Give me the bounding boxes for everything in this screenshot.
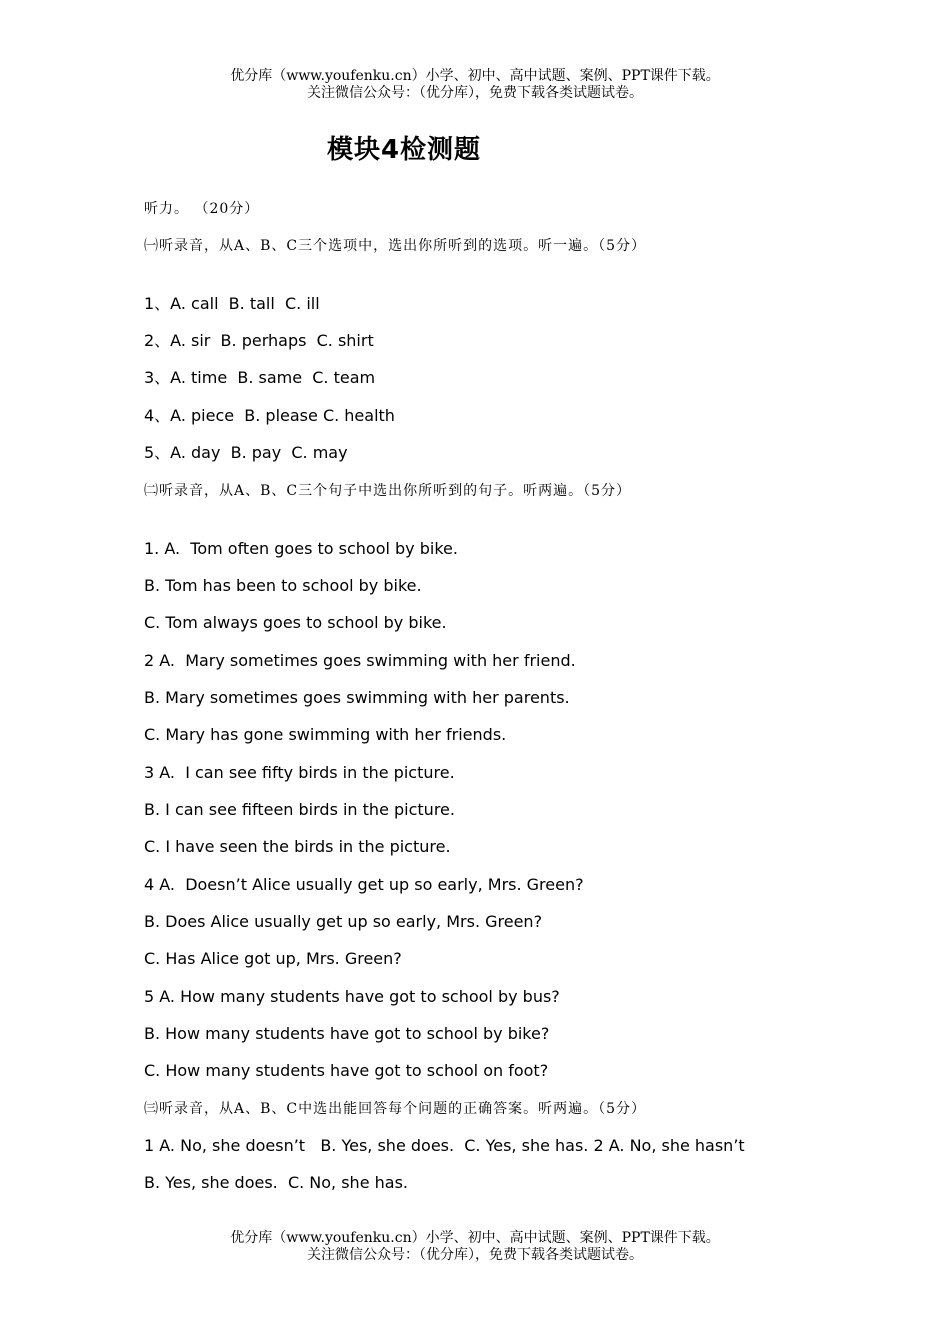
part2-line: 3 A. I can see fifty birds in the picture. xyxy=(144,763,455,782)
part2-line: B. Tom has been to school by bike. xyxy=(144,576,422,595)
header-line-1: 优分库（www.youfenku.cn）小学、初中、高中试题、案例、PPT课件下载。 xyxy=(230,68,720,84)
part3-instruction: ㈢听录音，从A、B、C中选出能回答每个问题的正确答案。听两遍。（5分） xyxy=(144,1101,647,1117)
page-header xyxy=(0,68,950,102)
header-line-2: 关注微信公众号：（优分库），免费下载各类试题试卷。 xyxy=(307,85,643,101)
part2-line: 5 A. How many students have got to school by bus? xyxy=(144,987,560,1006)
part3-line: B. Yes, she does. C. No, she has. xyxy=(144,1173,408,1192)
part2-instruction: ㈡听录音，从A、B、C三个句子中选出你所听到的句子。听两遍。（5分） xyxy=(144,483,632,499)
part1-item: 2、A. sir B. perhaps C. shirt xyxy=(144,331,374,350)
footer-line-2: 关注微信公众号：（优分库），免费下载各类试题试卷。 xyxy=(307,1247,643,1263)
document-title: 模块4检测题 xyxy=(326,135,482,165)
part2-line: C. How many students have got to school on foot? xyxy=(144,1061,549,1080)
part2-line: B. Mary sometimes goes swimming with her parents. xyxy=(144,688,570,707)
part1-item: 1、A. call B. tall C. ill xyxy=(144,294,320,313)
part2-line: C. Has Alice got up, Mrs. Green? xyxy=(144,949,402,968)
part2-line: 4 A. Doesn’t Alice usually get up so early, Mrs. Green? xyxy=(144,875,584,894)
part2-line: C. Mary has gone swimming with her friends. xyxy=(144,725,507,744)
part3-line: 1 A. No, she doesn’t B. Yes, she does. C. Yes, she has. 2 A. No, she hasn’t xyxy=(144,1136,745,1155)
part2-line: B. I can see fifteen birds in the picture. xyxy=(144,800,455,819)
part1-item: 4、A. piece B. please C. health xyxy=(144,406,395,425)
part2-line: B. Does Alice usually get up so early, Mrs. Green? xyxy=(144,912,543,931)
part2-line: 2 A. Mary sometimes goes swimming with her friend. xyxy=(144,651,576,670)
part2-line: C. I have seen the birds in the picture. xyxy=(144,837,451,856)
part1-item: 5、A. day B. pay C. may xyxy=(144,443,348,462)
part2-line: 1. A. Tom often goes to school by bike. xyxy=(144,539,458,558)
footer-line-1: 优分库（www.youfenku.cn）小学、初中、高中试题、案例、PPT课件下载。 xyxy=(230,1230,720,1246)
part2-line: C. Tom always goes to school by bike. xyxy=(144,613,447,632)
page-footer xyxy=(0,1230,950,1264)
part1-instruction: ㈠听录音，从A、B、C三个选项中，选出你所听到的选项。听一遍。（5分） xyxy=(144,238,647,254)
part1-item: 3、A. time B. same C. team xyxy=(144,368,376,387)
part2-line: B. How many students have got to school by bike? xyxy=(144,1024,550,1043)
listening-section-heading: 听力。 （20分） xyxy=(144,201,260,217)
